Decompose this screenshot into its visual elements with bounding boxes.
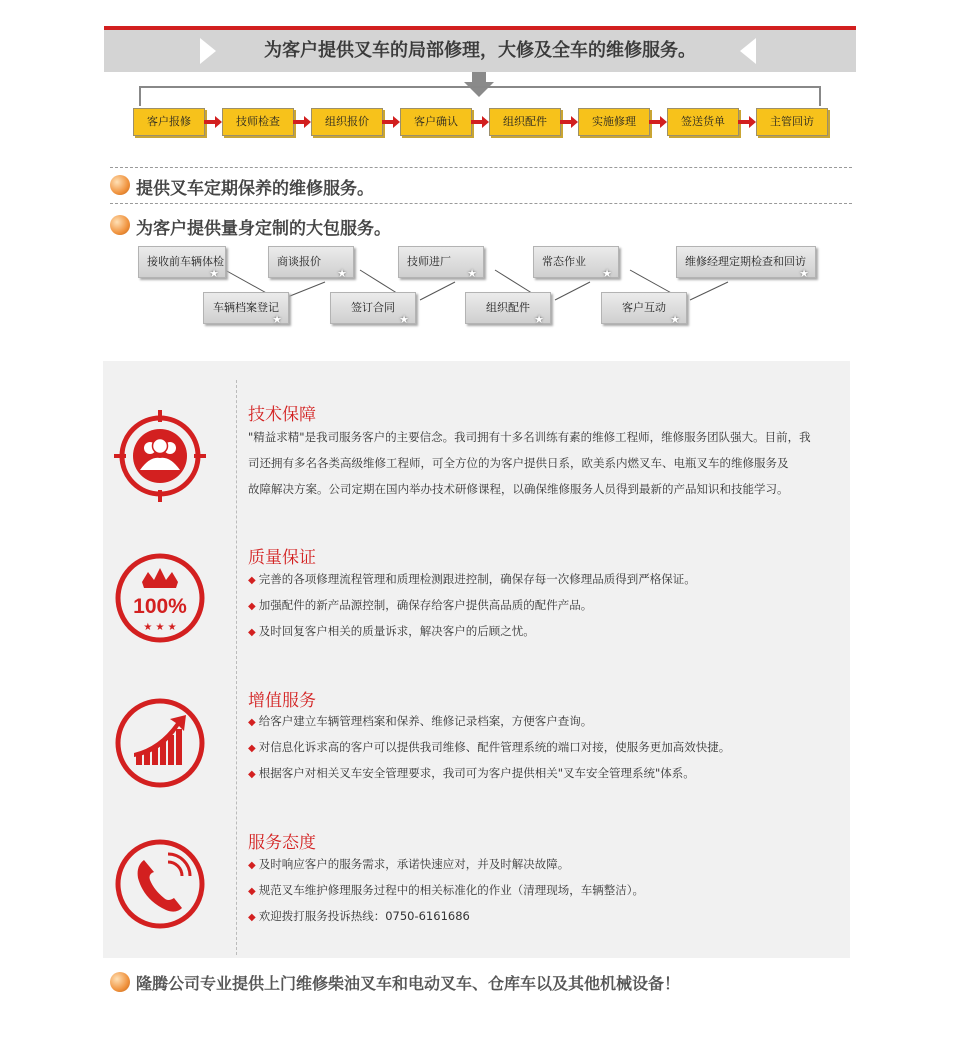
package-step-label: 商谈报价: [277, 255, 321, 268]
process-step: 组织配件: [489, 108, 561, 136]
feature-text-line: 故障解决方案。公司定期在国内举办技术研修课程，以确保维修服务人员得到最新的产品知识和技能学习。: [248, 482, 789, 496]
star-icon: ★: [467, 267, 477, 280]
feature-title: 服务态度: [248, 833, 316, 853]
package-step: [138, 246, 226, 278]
process-step: 签送货单: [667, 108, 739, 136]
package-step-label: 组织配件: [486, 301, 530, 314]
bullet-item: ◆ 根据客户对相关叉车安全管理要求，我司可为客户提供相关"叉车安全管理系统"体系。: [248, 766, 695, 780]
package-step-label: 常态作业: [542, 255, 586, 268]
diamond-bullet-icon: ◆: [248, 886, 256, 897]
diamond-bullet-icon: ◆: [248, 860, 256, 871]
package-step: [601, 292, 687, 324]
package-step: [268, 246, 354, 278]
feature-bullets: [248, 851, 644, 929]
orb-bullet-icon: [110, 972, 130, 992]
process-step: 实施修理: [578, 108, 650, 136]
section-heading-maintenance: 提供叉车定期保养的维修服务。: [136, 179, 374, 199]
star-icon: ★: [670, 313, 680, 326]
badge-text: 100%: [133, 595, 187, 618]
star-icon: ★: [209, 267, 219, 280]
process-step: 客户确认: [400, 108, 472, 136]
star-icon: ★: [534, 313, 544, 326]
package-step: [533, 246, 619, 278]
package-step: [203, 292, 289, 324]
package-step-label: 签订合同: [351, 301, 395, 314]
feature-bullets: [248, 708, 730, 786]
team-icon: [114, 410, 206, 502]
feature-bullets: [248, 566, 696, 644]
bullet-item: ◆ 加强配件的新产品源控制，确保存给客户提供高品质的配件产品。: [248, 598, 593, 612]
feature-text-line: 司还拥有多名各类高级维修工程师，可全方位的为客户提供日系，欧美系内燃叉车、电瓶叉车的维修服务及: [248, 456, 789, 470]
process-step: 主管回访: [756, 108, 828, 136]
banner-title: 为客户提供叉车的局部修理，大修及全车的维修服务。: [264, 40, 696, 61]
bullet-item: ◆ 完善的各项修理流程管理和质理检测跟进控制，确保存每一次修理品质得到严格保证。: [248, 572, 696, 586]
bullet-item: ◆ 规范叉车维护修理服务过程中的相关标准化的作业（清理现场，车辆整洁）。: [248, 883, 644, 897]
process-bracket: [139, 86, 821, 106]
star-icon: ★: [337, 267, 347, 280]
phone-icon: [114, 838, 206, 930]
feature-title: 技术保障: [248, 405, 316, 425]
package-step: [398, 246, 484, 278]
diamond-bullet-icon: ◆: [248, 601, 256, 612]
process-step: 技师检查: [222, 108, 294, 136]
divider: [110, 167, 852, 168]
orb-bullet-icon: [110, 175, 130, 195]
package-step: [330, 292, 416, 324]
diamond-bullet-icon: ◆: [248, 912, 256, 923]
star-icon: ★: [399, 313, 409, 326]
growth-chart-icon: [114, 697, 206, 789]
bullet-item: ◆ 对信息化诉求高的客户可以提供我司维修、配件管理系统的端口对接，使服务更加高效快捷。: [248, 740, 731, 754]
section-heading-package: 为客户提供量身定制的大包服务。: [136, 219, 391, 239]
bullet-item: ◆ 及时响应客户的服务需求，承诺快速应对，并及时解决故障。: [248, 857, 570, 871]
bullet-item: ◆ 及时回复客户相关的质量诉求，解决客户的后顾之忧。: [248, 624, 535, 638]
feature-text-line: "精益求精"是我司服务客户的主要信念。我司拥有十多名训练有素的维修工程师，维修服务团队强大。目前，我: [248, 430, 811, 444]
footer-slogan: 隆腾公司专业提供上门维修柴油叉车和电动叉车、仓库车以及其他机械设备！: [136, 974, 681, 993]
package-step-label: 车辆档案登记: [213, 301, 279, 314]
package-step: [676, 246, 816, 278]
feature-divider: [236, 380, 237, 955]
package-step-label: 客户互动: [622, 301, 666, 314]
diamond-bullet-icon: ◆: [248, 717, 256, 728]
feature-body: [248, 424, 838, 502]
diamond-bullet-icon: ◆: [248, 575, 256, 586]
star-icon: ★: [799, 267, 809, 280]
crown-100-icon: [114, 552, 206, 644]
diamond-bullet-icon: ◆: [248, 769, 256, 780]
package-step: [465, 292, 551, 324]
orb-bullet-icon: [110, 215, 130, 235]
diamond-bullet-icon: ◆: [248, 627, 256, 638]
divider: [110, 203, 852, 204]
star-icon: ★: [272, 313, 282, 326]
star-icon: ★: [602, 267, 612, 280]
process-step: 客户报修: [133, 108, 205, 136]
svg-text:★ ★ ★: ★ ★ ★: [143, 622, 177, 633]
feature-title: 质量保证: [248, 548, 316, 568]
feature-title: 增值服务: [248, 691, 316, 711]
package-step-label: 维修经理定期检查和回访: [685, 255, 806, 268]
package-step-label: 接收前车辆体检: [147, 255, 224, 268]
diamond-bullet-icon: ◆: [248, 743, 256, 754]
bullet-item: ◆ 欢迎拨打服务投诉热线：0750-6161686: [248, 909, 470, 923]
package-step-label: 技师进厂: [407, 255, 451, 268]
process-step: 组织报价: [311, 108, 383, 136]
bullet-item: ◆ 给客户建立车辆管理档案和保养、维修记录档案，方便客户查询。: [248, 714, 593, 728]
